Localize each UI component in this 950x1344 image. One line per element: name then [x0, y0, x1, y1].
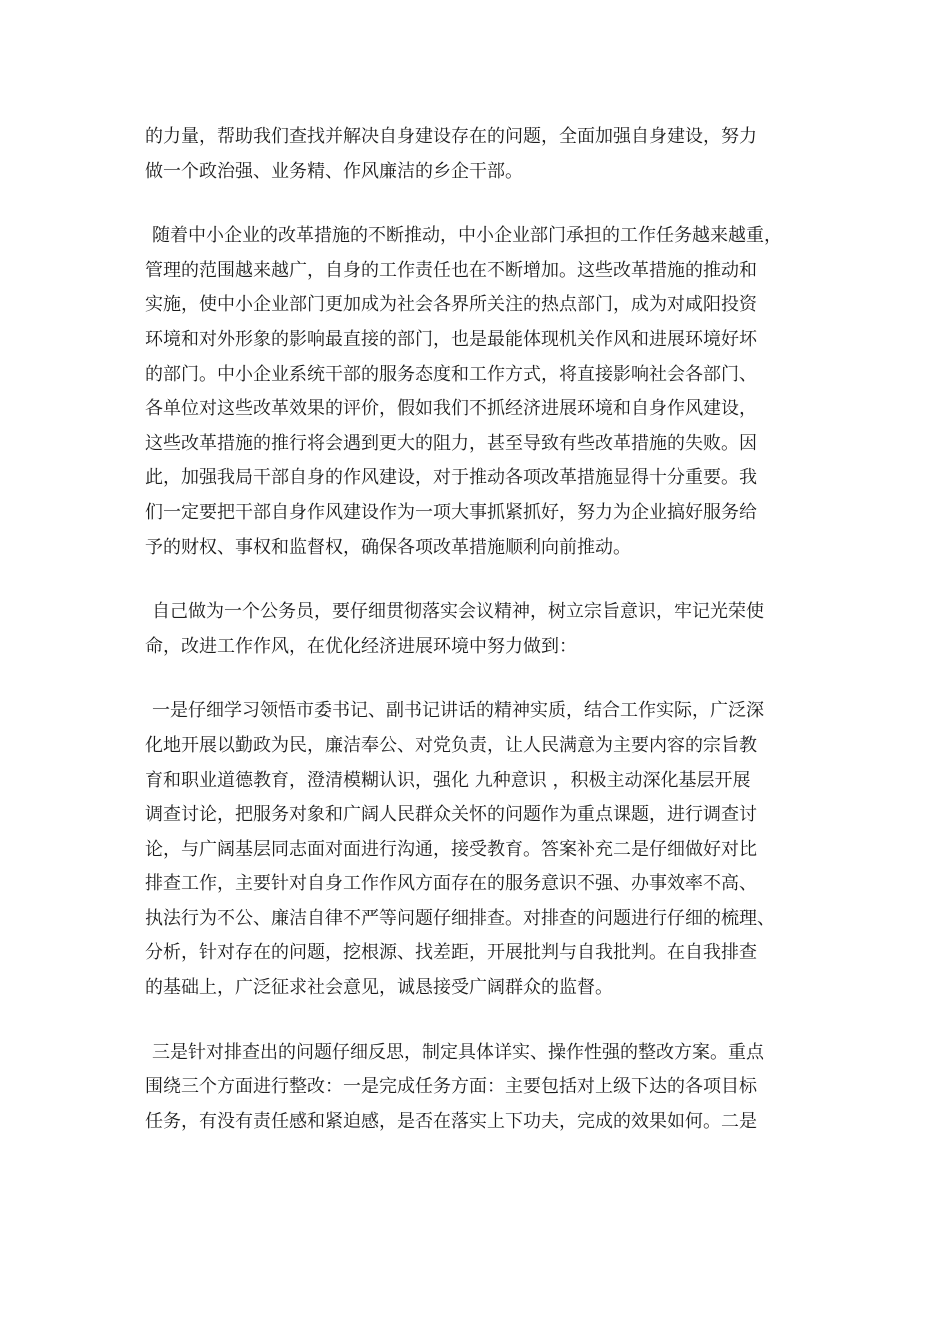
text-line: 育和职业道德教育，澄清模糊认识，强化 九种意识 ，积极主动深化基层开展 [145, 769, 751, 791]
text-line: 调查讨论，把服务对象和广阔人民群众关怀的问题作为重点课题，进行调查讨 [145, 804, 757, 826]
text-line: 化地开展以勤政为民，廉洁奉公、对党负责，让人民满意为主要内容的宗旨教 [145, 734, 757, 756]
paragraph [0, 219, 950, 565]
text-line: 各单位对这些改革效果的评价，假如我们不抓经济进展环境和自身作风建设， [145, 398, 757, 420]
paragraph [0, 694, 950, 1005]
text-line: 的基础上，广泛征求社会意见，诚恳接受广阔群众的监督。 [145, 977, 613, 999]
text-line: 这些改革措施的推行将会遇到更大的阻力，甚至导致有些改革措施的失败。因 [145, 432, 757, 454]
text-line: 排查工作，主要针对自身工作作风方面存在的服务意识不强、办事效率不高、 [145, 873, 757, 895]
text-line: 任务，有没有责任感和紧迫感，是否在落实上下功夫，完成的效果如何。二是 [145, 1110, 757, 1132]
text-line: 围绕三个方面进行整改：一是完成任务方面：主要包括对上级下达的各项目标 [145, 1076, 757, 1098]
paragraph [0, 1036, 950, 1140]
text-line: 予的财权、事权和监督权，确保各项改革措施顺利向前推动。 [145, 536, 631, 558]
paragraph [0, 595, 950, 664]
text-line: 分析，针对存在的问题，挖根源、找差距，开展批判与自我批判。在自我排查 [145, 942, 757, 964]
text-line: 执法行为不公、廉洁自律不严等问题仔细排查。对排查的问题进行仔细的梳理、 [145, 907, 775, 929]
text-line: 们一定要把干部自身作风建设作为一项大事抓紧抓好，努力为企业搞好服务给 [145, 501, 757, 523]
paragraph [0, 120, 950, 189]
text-line: 环境和对外形象的影响最直接的部门，也是最能体现机关作风和进展环境好坏 [145, 328, 757, 350]
text-line: 随着中小企业的改革措施的不断推动，中小企业部门承担的工作任务越来越重， [152, 225, 782, 247]
text-line: 的力量，帮助我们查找并解决自身建设存在的问题，全面加强自身建设，努力 [145, 126, 757, 147]
text-line: 管理的范围越来越广，自身的工作责任也在不断增加。这些改革措施的推动和 [145, 259, 757, 281]
text-line: 此，加强我局干部自身的作风建设，对于推动各项改革措施显得十分重要。我 [145, 467, 757, 489]
document-body [0, 120, 950, 1169]
text-line: 论，与广阔基层同志面对面进行沟通，接受教育。答案补充二是仔细做好对比 [145, 838, 757, 860]
text-line: 命，改进工作作风，在优化经济进展环境中努力做到： [145, 635, 577, 657]
text-line: 实施，使中小企业部门更加成为社会各界所关注的热点部门，成为对咸阳投资 [145, 294, 757, 316]
text-line: 自己做为一个公务员，要仔细贯彻落实会议精神，树立宗旨意识，牢记光荣使 [152, 601, 764, 623]
text-line: 的部门。中小企业系统干部的服务态度和工作方式，将直接影响社会各部门、 [145, 363, 757, 385]
text-line: 一是仔细学习领悟市委书记、副书记讲话的精神实质，结合工作实际，广泛深 [152, 700, 764, 722]
text-line: 三是针对排查出的问题仔细反思，制定具体详实、操作性强的整改方案。重点 [152, 1041, 764, 1063]
text-line: 做一个政治强、业务精、作风廉洁的乡企干部。 [145, 160, 523, 182]
